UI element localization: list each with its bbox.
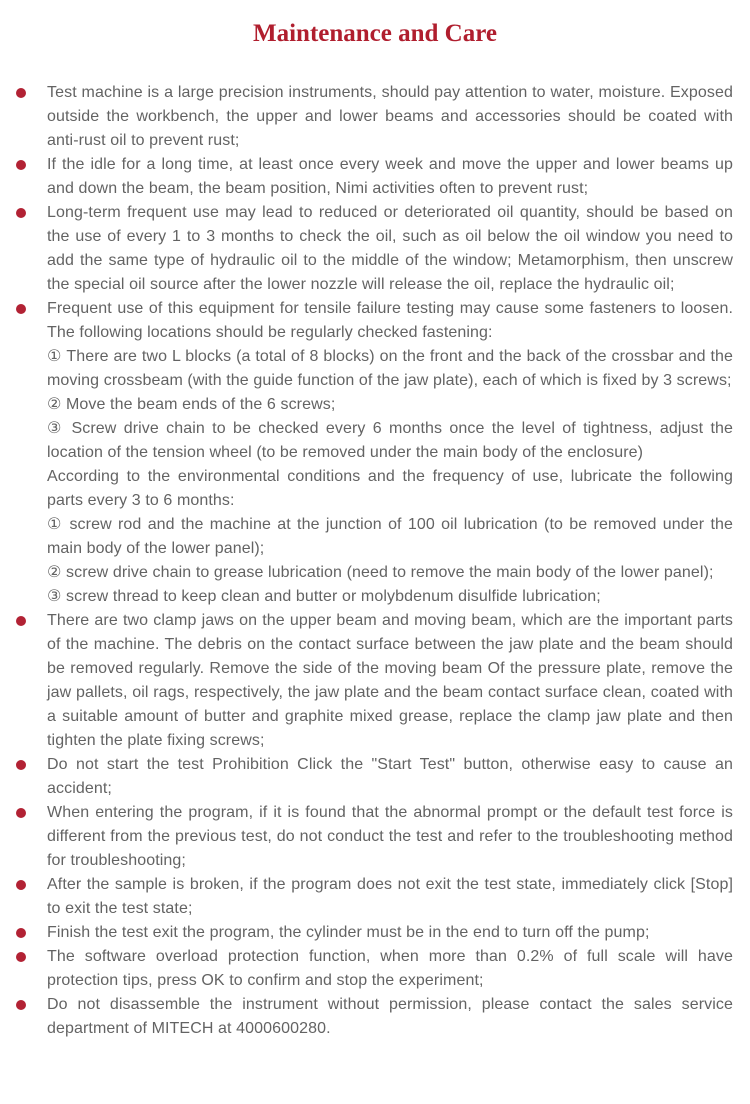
item-paragraph: Do not disassemble the instrument without permission, please contact the sales service department of MITECH at 4000600280.	[47, 996, 733, 1037]
bullet-icon	[16, 760, 26, 770]
item-paragraph: Finish the test exit the program, the cylinder must be in the end to turn off the pump;	[47, 924, 650, 941]
list-item	[47, 945, 733, 993]
list-item-body	[47, 945, 733, 993]
page-title: Maintenance and Care	[253, 20, 497, 47]
list-item-body	[47, 993, 733, 1041]
item-subparagraph: ① There are two L blocks (a total of 8 blocks) on the front and the back of the crossbar and the moving crossbeam (with the guide function of the jaw plate), each of which is fixed by 3 screws;	[47, 348, 733, 389]
list-item-body	[47, 873, 733, 921]
maintenance-list	[0, 50, 750, 1041]
list-item	[47, 609, 733, 753]
list-item	[47, 81, 733, 153]
list-item-body	[47, 609, 733, 753]
list-item	[47, 993, 733, 1041]
list-item	[47, 921, 733, 945]
item-paragraph: If the idle for a long time, at least once every week and move the upper and lower beams up and down the beam, the beam position, Nimi activities often to prevent rust;	[47, 156, 733, 197]
bullet-icon	[16, 208, 26, 218]
bullet-icon	[16, 952, 26, 962]
bullet-icon	[16, 928, 26, 938]
bullet-icon	[16, 616, 26, 626]
list-item-body	[47, 153, 733, 201]
item-paragraph: When entering the program, if it is found that the abnormal prompt or the default test force is different from the previous test, do not conduct the test and refer to the troubleshooting method for troubleshooting;	[47, 804, 733, 869]
list-item	[47, 153, 733, 201]
item-paragraph: Frequent use of this equipment for tensile failure testing may cause some fasteners to loosen. The following locations should be regularly checked fastening:	[47, 300, 733, 341]
item-subparagraph: ③ screw thread to keep clean and butter or molybdenum disulfide lubrication;	[47, 588, 601, 605]
list-item-body	[47, 801, 733, 873]
list-item-body	[47, 201, 733, 297]
item-paragraph: There are two clamp jaws on the upper beam and moving beam, which are the important parts of the machine. The debris on the contact surface between the jaw plate and the beam should be removed regularly. Remove the side of the moving beam Of the pressure plate, remove the jaw pallets, oil rags, respectively, the jaw plate and the beam contact surface clean, coated with a suitable amount of butter and graphite mixed grease, replace the clamp jaw plate and then tighten the plate fixing screws;	[47, 612, 733, 749]
list-item-body	[47, 81, 733, 153]
list-item-body	[47, 753, 733, 801]
item-subparagraph: ③ Screw drive chain to be checked every 6 months once the level of tightness, adjust the location of the tension wheel (to be removed under the main body of the enclosure)	[47, 420, 733, 461]
bullet-icon	[16, 880, 26, 890]
bullet-icon	[16, 88, 26, 98]
list-item	[47, 873, 733, 921]
list-item	[47, 201, 733, 297]
item-paragraph: The software overload protection function, when more than 0.2% of full scale will have protection tips, press OK to confirm and stop the experiment;	[47, 948, 733, 989]
item-paragraph: Test machine is a large precision instruments, should pay attention to water, moisture. Exposed outside the workbench, the upper and lower beams and accessories should be coated with anti-rust oil to prevent rust;	[47, 84, 733, 149]
item-subparagraph: ② Move the beam ends of the 6 screws;	[47, 396, 336, 413]
list-item-body	[47, 921, 733, 945]
item-subparagraph: According to the environmental conditions and the frequency of use, lubricate the following parts every 3 to 6 months:	[47, 468, 733, 509]
bullet-icon	[16, 808, 26, 818]
bullet-icon	[16, 160, 26, 170]
item-paragraph: Do not start the test Prohibition Click the "Start Test" button, otherwise easy to cause an accident;	[47, 756, 733, 797]
item-paragraph: Long-term frequent use may lead to reduced or deteriorated oil quantity, should be based on the use of every 1 to 3 months to check the oil, such as oil below the oil window you need to add the same type of hydraulic oil to the middle of the window; Metamorphism, then unscrew the special oil source after the lower nozzle will release the oil, replace the hydraulic oil;	[47, 204, 733, 293]
item-subparagraph: ① screw rod and the machine at the junction of 100 oil lubrication (to be removed under the main body of the lower panel);	[47, 516, 733, 557]
list-item	[47, 801, 733, 873]
item-paragraph: After the sample is broken, if the program does not exit the test state, immediately click [Stop] to exit the test state;	[47, 876, 733, 917]
item-subparagraph: ② screw drive chain to grease lubrication (need to remove the main body of the lower panel);	[47, 564, 714, 581]
list-item	[47, 297, 733, 609]
list-item-body	[47, 297, 733, 609]
list-item	[47, 753, 733, 801]
bullet-icon	[16, 1000, 26, 1010]
bullet-icon	[16, 304, 26, 314]
